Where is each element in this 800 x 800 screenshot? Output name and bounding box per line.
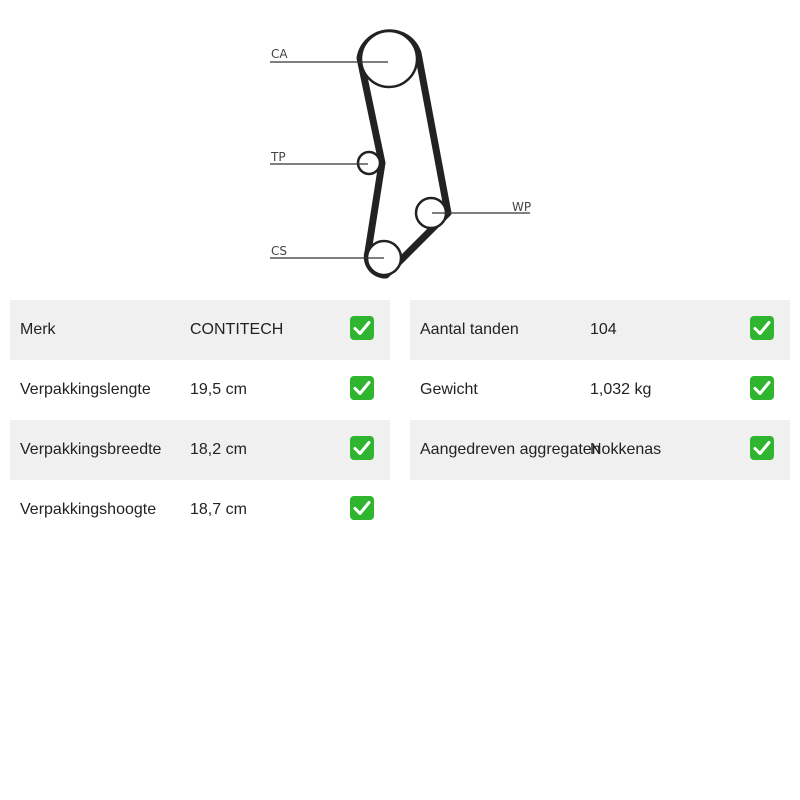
spec-label: Verpakkingsbreedte xyxy=(20,441,162,458)
check-mark-icon xyxy=(750,316,774,340)
spec-row xyxy=(10,480,390,540)
spec-label: Merk xyxy=(20,321,56,338)
spec-row xyxy=(10,420,390,480)
spec-row xyxy=(10,300,390,360)
spec-label: Aantal tanden xyxy=(420,321,519,338)
spec-value: 104 xyxy=(590,321,617,338)
check-mark-icon xyxy=(350,496,374,520)
spec-label: Verpakkingslengte xyxy=(20,381,151,398)
spec-value: 18,7 cm xyxy=(190,501,247,518)
spec-label: Aangedreven aggregaten xyxy=(420,441,601,458)
spec-row xyxy=(10,360,390,420)
timing-belt-diagram xyxy=(0,0,800,290)
label-ca: CA xyxy=(271,47,288,61)
label-tp: TP xyxy=(271,150,286,164)
spec-table-right xyxy=(410,300,790,480)
spec-label: Gewicht xyxy=(420,381,478,398)
spec-value: Nokkenas xyxy=(590,441,662,458)
label-cs: CS xyxy=(271,244,287,258)
spec-row xyxy=(410,420,790,480)
spec-label: Verpakkingshoogte xyxy=(20,501,157,518)
check-mark-icon xyxy=(350,376,374,400)
check-mark-icon xyxy=(750,436,774,460)
spec-value: 19,5 cm xyxy=(190,381,247,398)
spec-value: 1,032 kg xyxy=(590,381,652,398)
check-mark-icon xyxy=(350,316,374,340)
check-mark-icon xyxy=(750,376,774,400)
spec-row xyxy=(410,300,790,360)
spec-value: 18,2 cm xyxy=(190,441,247,458)
spec-value: CONTITECH xyxy=(190,321,284,338)
spec-table-left xyxy=(10,300,390,540)
spec-row xyxy=(410,360,790,420)
pulley-tp xyxy=(358,152,380,174)
pulley-ca xyxy=(361,31,417,87)
label-wp: WP xyxy=(512,200,532,214)
check-mark-icon xyxy=(350,436,374,460)
